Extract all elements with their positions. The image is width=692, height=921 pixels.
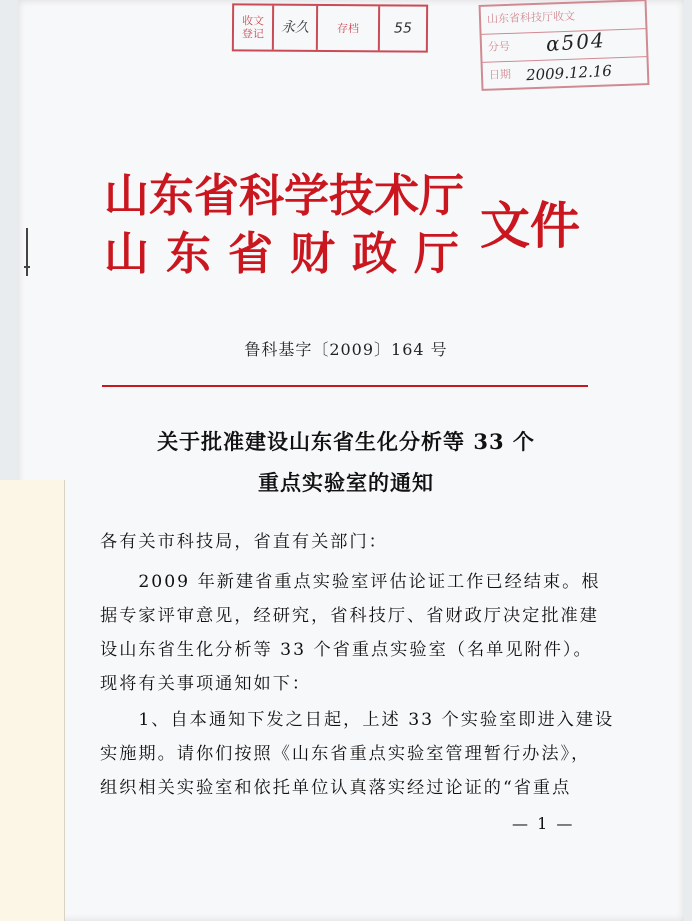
body-line: 设山东省生化分析等 33 个省重点实验室（名单见附件）。: [100, 640, 593, 660]
body-line: 2009 年新建省重点实验室评估论证工作已经结束。根: [100, 572, 601, 592]
archive-stamp-row: 日期: [488, 67, 512, 82]
body-line: 实施期。请你们按照《山东省重点实验室管理暂行办法》，: [100, 744, 591, 764]
document-title-line-1: 关于批准建设山东省生化分析等 33 个: [157, 429, 535, 454]
receipt-stamp-cell: 永久: [274, 6, 318, 50]
page-number: — 1 —: [512, 814, 575, 833]
handwritten-date: 2009.12.16: [525, 61, 613, 85]
archive-stamp-row: 山东省科技厅收文: [481, 1, 646, 35]
receipt-stamp: [232, 3, 428, 52]
red-divider: [102, 385, 588, 387]
document-title-line-2: 重点实验室的通知: [258, 470, 434, 495]
body-line: 据专家评审意见，经研究，省科技厅、省财政厅决定批准建: [100, 606, 599, 626]
margin-mark-tick: [24, 266, 30, 268]
margin-mark: [26, 228, 28, 276]
document-header: [104, 170, 624, 290]
agency-name-1: 山东省科学技术厅: [104, 169, 465, 222]
agency-name-2: 山东省财政厅: [104, 227, 477, 280]
handwritten-code: α504: [545, 27, 607, 57]
body-line: 组织相关实验室和依托单位认真落实经过论证的“省重点: [100, 778, 572, 798]
header-suffix: 文件: [480, 196, 580, 255]
receipt-stamp-cell: 55: [394, 19, 412, 37]
body-line: 1、自本通知下发之日起，上述 33 个实验室即进入建设: [100, 710, 615, 730]
receipt-stamp-cell: 存档: [318, 6, 380, 50]
body-line: 现将有关事项通知如下：: [100, 674, 312, 694]
receipt-stamp-cell: 收文 登记: [234, 5, 274, 49]
archive-stamp-row: 分号: [482, 29, 647, 63]
document-number: 鲁科基字〔2009〕164 号: [244, 340, 448, 359]
binding-strip: [0, 480, 65, 921]
salutation: 各有关市科技局，省直有关部门：: [100, 532, 388, 552]
